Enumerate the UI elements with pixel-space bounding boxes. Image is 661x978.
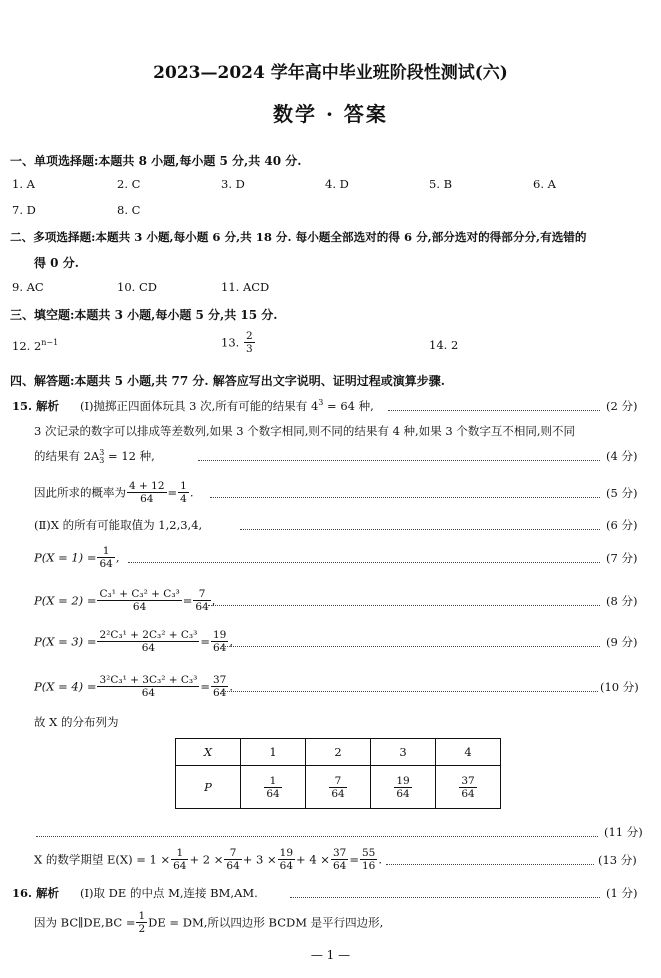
answer-3: 3. D <box>221 177 245 191</box>
answer-2: 2. C <box>117 177 141 191</box>
q15-p2: P(X = 2) = $\frac{\text{C₃¹ + C₃² + C₃³}}{64}$ = $\frac{7}{64}$ , <box>34 588 216 613</box>
q15-score1: (2 分) <box>606 399 638 413</box>
q15-line5: (Ⅱ)X 的所有可能取值为 1,2,3,4, <box>34 518 203 532</box>
q15-dist-intro: 故 X 的分布列为 <box>34 715 119 729</box>
q15-score9: (11 分) <box>604 825 643 839</box>
q15-expectation: X 的数学期望 E(X) = 1 × $\frac{1}{64}$ + 2 × $\frac{7}{64}$ + 3 × $\frac{19}{64}$ + 4 × $\frac{37}{64}$ = $\frac{55}{16}$ . <box>34 847 382 872</box>
q15-line4: 因此所求的概率为 $\frac{4 + 12}{64}$ = $\frac{1}{4}$ . <box>34 480 194 505</box>
section4-heading: 四、解答题:本题共 5 小题,共 77 分. 解答应写出文字说明、证明过程或演算步骤. <box>10 374 445 388</box>
table-cell: X <box>176 739 241 766</box>
q15-label: 15. 解析 <box>12 399 60 413</box>
distribution-table <box>175 738 501 809</box>
answer-7: 7. D <box>12 203 36 217</box>
page-title: 2023—2024 学年高中毕业班阶段性测试(六) <box>153 63 508 83</box>
table-cell: $\frac{19}{64}$ <box>371 766 436 809</box>
table-row <box>176 766 501 809</box>
table-cell: $\frac{37}{64}$ <box>436 766 501 809</box>
answer-11: 11. ACD <box>221 280 270 294</box>
table-cell: 4 <box>436 739 501 766</box>
answer-10: 10. CD <box>117 280 157 294</box>
answer-4: 4. D <box>325 177 349 191</box>
q15-line2: 3 次记录的数字可以排成等差数列,如果 3 个数字相同,则不同的结果有 4 种,如果 3 个数字互不相同,则不同 <box>34 424 575 438</box>
answer-1: 1. A <box>12 177 35 191</box>
table-cell: $\frac{7}{64}$ <box>306 766 371 809</box>
dot-leader <box>222 646 600 647</box>
answer-5: 5. B <box>429 177 453 191</box>
dot-leader <box>128 562 600 563</box>
section2-heading-cont: 得 0 分. <box>34 256 79 270</box>
section3-heading: 三、填空题:本题共 3 小题,每小题 5 分,共 15 分. <box>10 308 278 322</box>
dot-leader <box>198 460 600 461</box>
q15-score4: (6 分) <box>606 518 638 532</box>
dot-leader <box>240 529 600 530</box>
dot-leader <box>388 410 600 411</box>
q16-score1: (1 分) <box>606 886 638 900</box>
q15-score8: (10 分) <box>600 680 639 694</box>
q16-line2: 因为 BC∥DE,BC = $\frac{1}{2}$ DE = DM,所以四边形 BCDM 是平行四边形, <box>34 910 384 935</box>
q15-score10: (13 分) <box>598 853 637 867</box>
q15-p4: P(X = 4) = $\frac{\text{3²C₃¹ + 3C₃² + C₃³}}{64}$ = $\frac{37}{64}$ . <box>34 674 233 699</box>
answer-13: 13. $\frac{2}{3}$ <box>221 330 253 355</box>
answer-8: 8. C <box>117 203 141 217</box>
answer-12: 12. $2^{n-1}$ <box>12 338 59 353</box>
q15-score6: (8 分) <box>606 594 638 608</box>
table-cell: P <box>176 766 241 809</box>
q15-line3: 的结果有 2A 3 3 = 12 种, <box>34 448 155 465</box>
q15-line1: (Ⅰ)抛掷正四面体玩具 3 次,所有可能的结果有 $4^3 = 64$ 种, <box>80 398 374 413</box>
q15-score3: (5 分) <box>606 486 638 500</box>
q15-p1: P(X = 1) = $\frac{1}{64}$ , <box>34 545 120 570</box>
dot-leader <box>210 497 600 498</box>
q16-label: 16. 解析 <box>12 886 60 900</box>
dot-leader <box>222 691 598 692</box>
q16-line1: (Ⅰ)取 DE 的中点 M,连接 BM,AM. <box>80 886 258 900</box>
table-row <box>176 739 501 766</box>
q15-score2: (4 分) <box>606 449 638 463</box>
section2-heading: 二、多项选择题:本题共 3 小题,每小题 6 分,共 18 分. 每小题全部选对的得 6 分,部分选对的得部分分,有选错的 <box>10 230 587 244</box>
dot-leader <box>36 836 598 837</box>
table-cell: 3 <box>371 739 436 766</box>
dot-leader <box>290 897 600 898</box>
answer-6: 6. A <box>533 177 556 191</box>
answer-9: 9. AC <box>12 280 44 294</box>
dot-leader <box>386 864 594 865</box>
page-number: — 1 — <box>310 948 351 962</box>
page-subtitle: 数学 · 答案 <box>273 102 388 126</box>
q15-score5: (7 分) <box>606 551 638 565</box>
q15-p3: P(X = 3) = $\frac{\text{2²C₃¹ + 2C₃² + C₃³}}{64}$ = $\frac{19}{64}$ , <box>34 629 233 654</box>
table-cell: $\frac{1}{64}$ <box>241 766 306 809</box>
table-cell: 1 <box>241 739 306 766</box>
table-cell: 2 <box>306 739 371 766</box>
q15-score7: (9 分) <box>606 635 638 649</box>
section1-heading: 一、单项选择题:本题共 8 小题,每小题 5 分,共 40 分. <box>10 154 302 168</box>
dot-leader <box>208 605 600 606</box>
answer-14: 14. 2 <box>429 338 459 352</box>
